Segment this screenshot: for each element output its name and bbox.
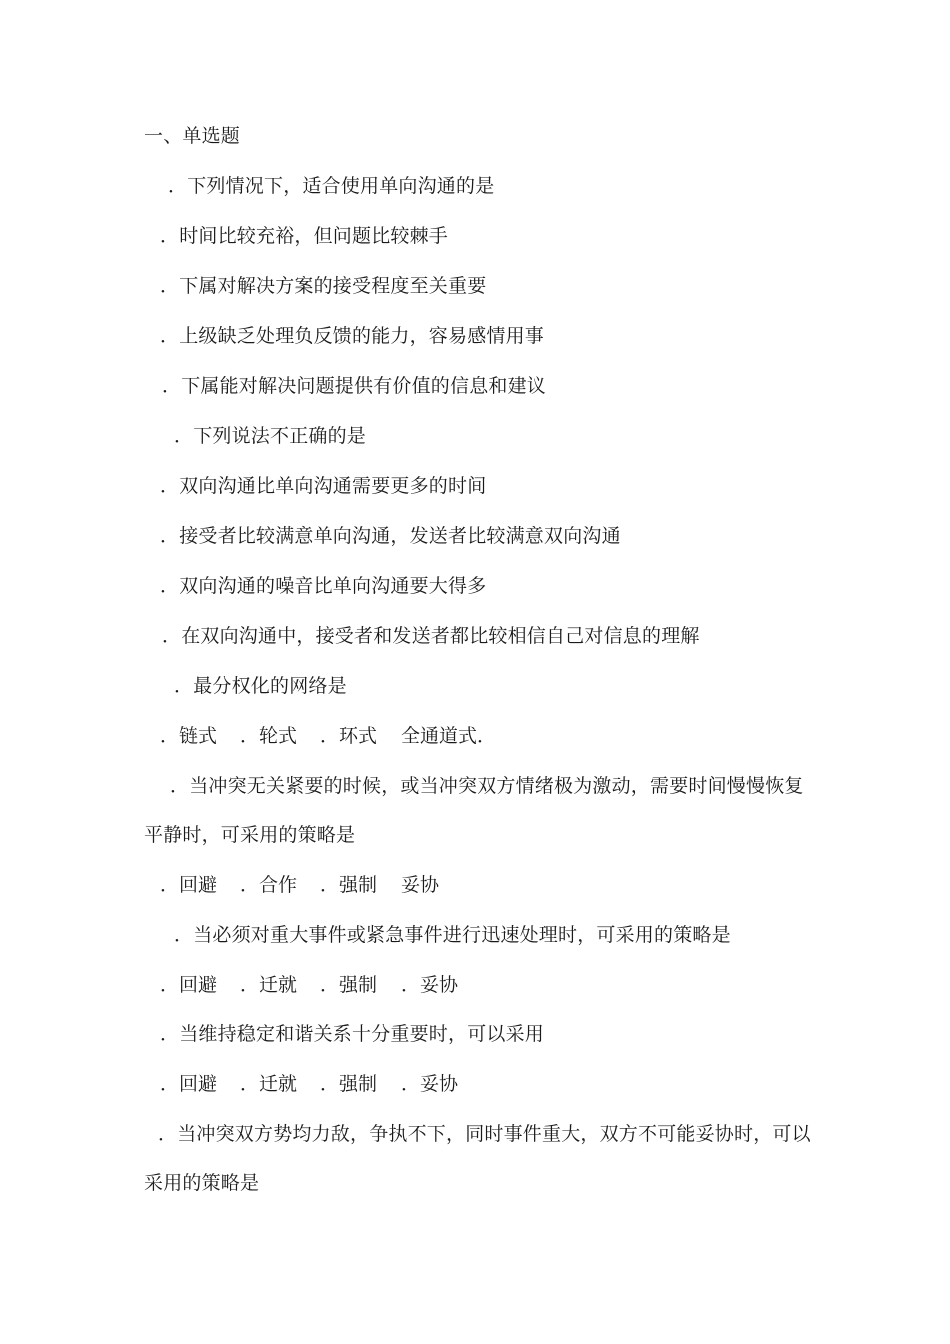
question-6-option-a: ．回避 bbox=[160, 1073, 218, 1095]
question-6-option-d: ．妥协 bbox=[401, 1073, 459, 1095]
question-6-options bbox=[0, 1072, 950, 1096]
question-5-option-b: ．迁就 bbox=[240, 974, 298, 996]
question-2-option-b: ．接受者比较满意单向沟通，发送者比较满意双向沟通 bbox=[160, 525, 621, 547]
question-3-option-b: ．轮式 bbox=[240, 725, 298, 747]
question-3-stem: ．最分权化的网络是 bbox=[174, 675, 347, 697]
question-1-option-b: ．下属对解决方案的接受程度至关重要 bbox=[160, 275, 487, 297]
question-1-stem: ．下列情况下，适合使用单向沟通的是 bbox=[168, 175, 495, 197]
question-7-stem-line-2: 采用的策略是 bbox=[144, 1172, 260, 1194]
question-5-stem: ．当必须对重大事件或紧急事件进行迅速处理时，可采用的策略是 bbox=[174, 924, 731, 946]
question-4-option-d: 妥协 bbox=[401, 874, 440, 896]
question-1-option-a: ．时间比较充裕，但问题比较棘手 bbox=[160, 225, 449, 247]
question-4-option-b: ．合作 bbox=[240, 874, 298, 896]
question-2-stem: ．下列说法不正确的是 bbox=[174, 425, 367, 447]
question-3-option-d: 全通道式． bbox=[401, 725, 497, 747]
question-3-option-c: ．环式 bbox=[320, 725, 378, 747]
question-2-option-a: ．双向沟通比单向沟通需要更多的时间 bbox=[160, 475, 487, 497]
question-4-options bbox=[0, 873, 950, 897]
question-5-options bbox=[0, 973, 950, 997]
question-7-stem-line-1: ．当冲突双方势均力敌，争执不下，同时事件重大，双方不可能妥协时，可以 bbox=[158, 1123, 811, 1145]
question-3-option-a: ．链式 bbox=[160, 725, 218, 747]
question-2-option-d: ．在双向沟通中，接受者和发送者都比较相信自己对信息的理解 bbox=[162, 625, 700, 647]
question-4-stem-line-2: 平静时，可采用的策略是 bbox=[144, 824, 356, 846]
question-4-option-c: ．强制 bbox=[320, 874, 378, 896]
question-2-option-c: ．双向沟通的噪音比单向沟通要大得多 bbox=[160, 575, 487, 597]
question-5-option-a: ．回避 bbox=[160, 974, 218, 996]
question-5-option-c: ．强制 bbox=[320, 974, 378, 996]
question-6-option-b: ．迁就 bbox=[240, 1073, 298, 1095]
question-4-stem-line-1: ．当冲突无关紧要的时候，或当冲突双方情绪极为激动，需要时间慢慢恢复 bbox=[170, 775, 804, 797]
question-1-option-d: ．下属能对解决问题提供有价值的信息和建议 bbox=[162, 375, 547, 397]
question-1-option-c: ．上级缺乏处理负反馈的能力，容易感情用事 bbox=[160, 325, 545, 347]
section-title: 一、单选题 bbox=[144, 125, 241, 147]
question-5-option-d: ．妥协 bbox=[401, 974, 459, 996]
question-6-stem: ．当维持稳定和谐关系十分重要时，可以采用 bbox=[160, 1023, 545, 1045]
question-3-options bbox=[0, 724, 950, 748]
question-6-option-c: ．强制 bbox=[320, 1073, 378, 1095]
question-4-option-a: ．回避 bbox=[160, 874, 218, 896]
